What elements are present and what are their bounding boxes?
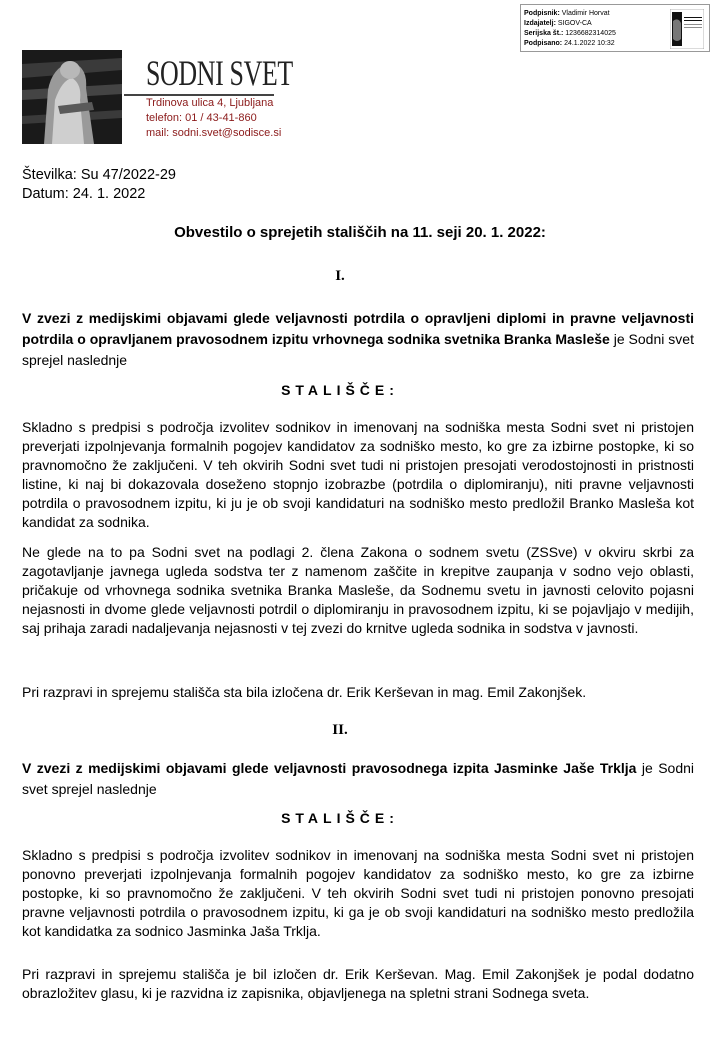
signer-label: Podpisnik: [524, 10, 560, 17]
document-meta [22, 166, 176, 204]
section-1-intro-bold: V zvezi z medijskimi objavami glede veljavnosti potrdila o opravljeni diplomi in pravne veljavnosti potrdila o opravljanem pravosodnem izpitu vrhovnega sodnika svetnika Branka Masleše [22, 310, 694, 347]
section-1-heading: STALIŠČE: [281, 382, 399, 398]
contact-block [124, 96, 296, 150]
serial-label: Serijska št.: [524, 30, 564, 37]
signature-seal-logo [670, 9, 704, 49]
phone: telefon: 01 / 43-41-860 [146, 112, 257, 124]
document-number: Številka: Su 47/2022-29 [22, 167, 176, 183]
org-logo [22, 50, 293, 150]
section-2-intro [22, 758, 694, 800]
org-name: SODNI SVET [146, 53, 293, 93]
section-2-intro-bold: V zvezi z medijskimi objavami glede veljavnosti pravosodnega izpita Jasminke Jaše Trklja [22, 760, 637, 776]
section-1-intro-rest: je Sodni svet sprejel naslednje [22, 331, 694, 368]
serial-value: 1236682314025 [565, 30, 616, 37]
digital-signature-box [520, 4, 710, 52]
section-1-paragraph-1: Skladno s predpisi s področja izvolitev sodnikov in imenovanj na sodniška mesta Sodni svet ni pristojen preverjati izpolnjevanja formalnih pogojev kandidatov za sodniško mesto, ko gre za izbirne postopke, ki so pravnomočno že zaključeni. V teh okvirih Sodni svet tudi ni pristojen presojati verodostojnosti in pristnosti listine, ki naj bi dokazovala doseženo stopnjo izobrazbe (potrdila o diplomiranju), niti pravne veljavnosti potrdila o pravosodnem izpitu, ki ju je ob svoji kandidaturi na sodniško mesto predložil Branko Masleša kot kandidat za sodnika. [22, 419, 694, 530]
signer-value: Vladimir Horvat [561, 10, 610, 17]
email: mail: sodni.svet@sodisce.si [146, 127, 282, 139]
section-1-paragraph-3: Pri razpravi in sprejemu stališča sta bila izločena dr. Erik Kerševan in mag. Emil Zakonjšek. [22, 684, 587, 700]
document-title: Obvestilo o sprejetih stališčih na 11. seji 20. 1. 2022: [174, 224, 546, 241]
signed-label: Podpisano: [524, 40, 563, 47]
signed-value: 24.1.2022 10:32 [564, 40, 615, 47]
address: Trdinova ulica 4, Ljubljana [146, 97, 274, 109]
signature-details [524, 9, 616, 49]
section-1-intro [22, 308, 694, 371]
document-date: Datum: 24. 1. 2022 [22, 186, 146, 202]
issuer-label: Izdajatelj: [524, 20, 556, 27]
section-2-paragraph-1: Skladno s predpisi s področja izvolitev sodnikov in imenovanj na sodniška mesta Sodni svet ni pristojen ponovno preverjati izpolnjevanja formalnih pogojev kandidatov za sodniško mesto, ko gre za izbirne postopke, ki so pravnomočno že zaključeni. V teh okvirih Sodni svet tudi ni pristojen ponovno presojati pravne veljavnosti potrdila o pravosodnem izpitu, ki ga je ob svoji kandidaturi na sodniško mesto predložila kot kandidatka za sodnico Jasminka Jaša Trklja. [22, 847, 694, 939]
section-2-numeral: II. [332, 722, 348, 738]
section-2-heading: STALIŠČE: [281, 810, 399, 826]
section-1-numeral: I. [335, 268, 345, 284]
section-2-intro-rest: je Sodni svet sprejel naslednje [22, 760, 695, 797]
court-statue-image [22, 50, 122, 144]
section-1-paragraph-2: Ne glede na to pa Sodni svet na podlagi 2. člena Zakona o sodnem svetu (ZSSve) v okviru skrbi za zagotavljanje javnega ugleda sodstva ter z namenom zaščite in krepitve zaupanja v sodno vejo oblasti, pričakuje od vrhovnega sodnika svetnika Branka Masleše, da Sodnemu svetu in javnosti celovito pojasni nejasnosti in dvome glede veljavnosti potrdil o diplomiranju in pravosodnem izpitu, ki se pojavljajo v medijih, saj prihaja zaradi nadaljevanja nejasnosti v tej zvezi do krnitve ugleda sodnika in sodstva v javnosti. [22, 544, 694, 636]
issuer-value: SIGOV-CA [557, 20, 592, 27]
section-2-paragraph-2: Pri razpravi in sprejemu stališča je bil izločen dr. Erik Kerševan. Mag. Emil Zakonjšek je podal dodatno obrazložitev glasu, ki je razvidna iz zapisnika, objavljenega na spletni strani Sodnega sveta. [22, 966, 694, 1001]
